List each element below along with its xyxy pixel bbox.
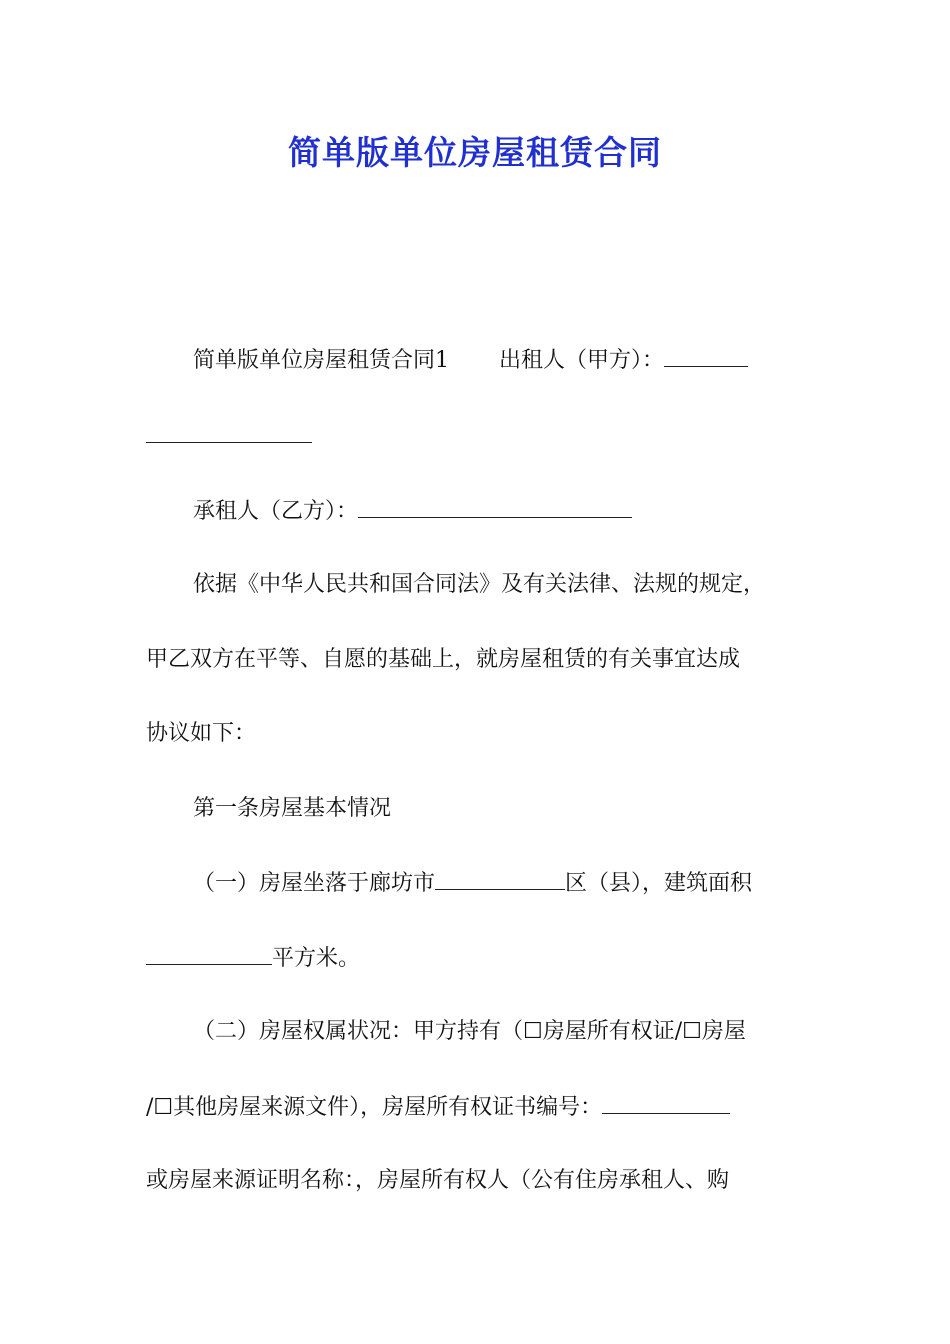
paragraph-line [193, 495, 632, 528]
lessee-blank [358, 495, 632, 518]
district-blank [435, 867, 565, 890]
location-label: （一）房屋坐落于廊坊市 [193, 871, 436, 896]
paragraph-line [146, 1091, 730, 1124]
paragraph-line [193, 867, 752, 900]
paragraph-line: 甲乙双方在平等、自愿的基础上，就房屋租赁的有关事宜达成 [146, 647, 741, 672]
paragraph-line [146, 942, 360, 975]
lessee-label: 承租人（乙方）： [193, 499, 359, 524]
paragraph-line: 协议如下： [146, 721, 257, 746]
certificate-label: /☐其他房屋来源文件），房屋所有权证书编号： [146, 1095, 603, 1120]
certificate-number-blank [602, 1091, 730, 1114]
paragraph-line: （二）房屋权属状况：甲方持有（☐房屋所有权证/☐房屋 [193, 1019, 746, 1044]
area-blank [146, 942, 272, 965]
section-heading: 第一条房屋基本情况 [193, 796, 392, 821]
paragraph-line: 或房屋来源证明名称：，房屋所有权人（公有住房承租人、购 [146, 1168, 730, 1193]
paragraph-line [146, 420, 312, 453]
paragraph-line [193, 344, 748, 377]
document-title: 简单版单位房屋租赁合同 [288, 133, 662, 172]
lessor-blank [664, 344, 748, 367]
paragraph-line: 依据《中华人民共和国合同法》及有关法律、法规的规定， [193, 572, 766, 597]
lessor-blank-continued [146, 420, 312, 443]
area-label: 区（县），建筑面积 [565, 871, 753, 896]
contract-heading-text: 简单版单位房屋租赁合同1 [193, 348, 449, 373]
area-unit-text: 平方米。 [272, 946, 361, 971]
lessor-label: 出租人（甲方）： [499, 348, 665, 373]
